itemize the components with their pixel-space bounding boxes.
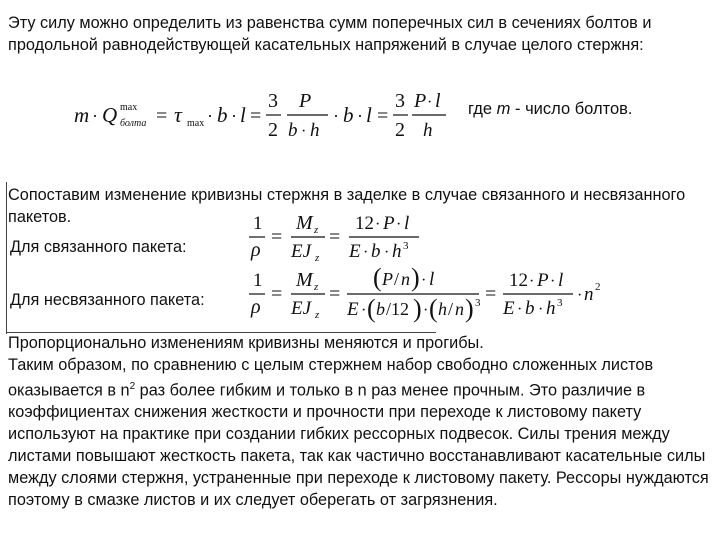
svg-text:h: h bbox=[392, 241, 402, 262]
svg-text:=: = bbox=[377, 105, 389, 127]
svg-text:·: · bbox=[577, 287, 583, 304]
compare-paragraph: Сопоставим изменение кривизны стержня в заделке в случае связанного и несвязанного пакетов. bbox=[8, 186, 686, 226]
svg-text:h: h bbox=[423, 120, 433, 141]
svg-text:·: · bbox=[363, 244, 369, 261]
svg-text:l: l bbox=[558, 270, 564, 291]
svg-text:·: · bbox=[333, 106, 339, 126]
svg-text:m: m bbox=[74, 103, 90, 127]
unbonded-label: Для несвязанного пакета: bbox=[10, 291, 205, 309]
svg-text:E: E bbox=[349, 241, 361, 262]
svg-text:l: l bbox=[366, 103, 372, 127]
svg-text:Q: Q bbox=[102, 103, 118, 127]
svg-text:h: h bbox=[310, 120, 320, 141]
svg-text:P: P bbox=[414, 90, 427, 112]
svg-text:z: z bbox=[314, 224, 319, 236]
svg-text:·: · bbox=[207, 106, 213, 126]
svg-text:3: 3 bbox=[403, 240, 409, 252]
svg-text:max: max bbox=[120, 102, 138, 113]
svg-text:=: = bbox=[329, 283, 341, 305]
svg-text:b: b bbox=[217, 103, 228, 127]
svg-text:(: ( bbox=[373, 263, 382, 292]
svg-text:E: E bbox=[347, 299, 359, 320]
svg-text:z: z bbox=[315, 252, 320, 264]
svg-text:z: z bbox=[315, 309, 320, 321]
svg-text:=: = bbox=[271, 283, 283, 305]
intro-paragraph: Эту силу можно определить из равенства сумм поперечных сил в сечениях болтов и продольной равнодействующей касательных напряжений в случае целого стержня: bbox=[8, 14, 652, 54]
svg-text:=: = bbox=[329, 226, 341, 248]
svg-text:3: 3 bbox=[395, 90, 405, 112]
svg-text:2: 2 bbox=[395, 119, 405, 141]
svg-text:b: b bbox=[288, 120, 298, 141]
svg-text:=: = bbox=[250, 105, 262, 127]
svg-text:l: l bbox=[404, 213, 410, 234]
formula-unbonded-curvature bbox=[247, 263, 601, 326]
svg-text:3: 3 bbox=[268, 90, 278, 112]
svg-text:·: · bbox=[231, 106, 237, 126]
svg-text:EJ: EJ bbox=[291, 241, 312, 262]
svg-text:max: max bbox=[187, 118, 205, 129]
svg-text:1: 1 bbox=[253, 213, 263, 234]
svg-text:n: n bbox=[401, 269, 410, 289]
svg-text:P: P bbox=[299, 90, 312, 112]
svg-text:n: n bbox=[584, 284, 594, 305]
conclusion-paragraph: Пропорционально изменениям кривизны меняются и прогибы. Таким образом, по сравнению с целым стержнем набор свободно сложенных листов оказывается в $n^2$ раз более гибким и только в n раз менее прочным. Это различие в коэффициентах снижения жесткости и прочности при переходе к листовому пакету используют на практике при создании гибких рессорных подвесок. Силы трения между листами повышают жесткость пакета, так как частично восстанавливают касательные силы между слоями стержня, устраненные при переходе к листовому пакету. Рессоры нуждаются поэтому в смазке листов и их следует оберегать от загрязнения. bbox=[8, 334, 709, 510]
svg-text:h: h bbox=[438, 299, 447, 319]
svg-text:b: b bbox=[525, 298, 535, 319]
svg-text:2: 2 bbox=[268, 119, 278, 141]
svg-text:·: · bbox=[427, 94, 433, 111]
svg-text:E: E bbox=[503, 298, 515, 319]
svg-text:l: l bbox=[429, 269, 435, 290]
svg-text:z: z bbox=[314, 281, 319, 293]
svg-text:ρ: ρ bbox=[251, 239, 261, 261]
svg-text:3: 3 bbox=[475, 297, 481, 309]
svg-text:M: M bbox=[296, 269, 313, 291]
svg-text:·: · bbox=[529, 273, 535, 290]
svg-text:): ) bbox=[413, 294, 422, 323]
svg-text:n: n bbox=[455, 299, 464, 319]
svg-text:·: · bbox=[423, 302, 429, 319]
svg-text:·: · bbox=[538, 301, 544, 318]
svg-text:l: l bbox=[435, 90, 441, 112]
svg-text:1: 1 bbox=[253, 270, 263, 291]
svg-text:τ: τ bbox=[174, 102, 182, 127]
svg-text:b: b bbox=[343, 103, 354, 127]
svg-text:b: b bbox=[371, 241, 381, 262]
svg-text:12: 12 bbox=[509, 270, 528, 291]
svg-text:/: / bbox=[448, 299, 454, 319]
bonded-label: Для связанного пакета: bbox=[10, 238, 187, 256]
svg-text:(: ( bbox=[429, 294, 438, 323]
svg-text:·: · bbox=[361, 302, 367, 319]
svg-text:·: · bbox=[421, 272, 427, 289]
section-border-left bbox=[6, 182, 7, 334]
svg-text:·: · bbox=[517, 301, 523, 318]
svg-text:(: ( bbox=[367, 294, 376, 323]
svg-text:/12: /12 bbox=[386, 299, 410, 319]
svg-text:): ) bbox=[411, 263, 420, 292]
svg-text:=: = bbox=[156, 105, 168, 127]
svg-text:·: · bbox=[550, 273, 556, 290]
svg-text:P: P bbox=[537, 270, 549, 291]
svg-text:3: 3 bbox=[557, 297, 563, 309]
svg-text:M: M bbox=[296, 212, 313, 234]
svg-text:P: P bbox=[382, 269, 393, 289]
svg-text:·: · bbox=[92, 106, 98, 126]
svg-text:): ) bbox=[465, 294, 474, 323]
bolts-var: m bbox=[496, 100, 511, 118]
svg-text:=: = bbox=[485, 283, 497, 305]
svg-text:12: 12 bbox=[355, 213, 374, 234]
svg-text:·: · bbox=[357, 106, 363, 126]
svg-text:2: 2 bbox=[595, 281, 601, 293]
svg-text:l: l bbox=[240, 103, 246, 127]
svg-text:b: b bbox=[376, 299, 385, 319]
svg-text:·: · bbox=[301, 123, 307, 140]
svg-text:/: / bbox=[394, 269, 400, 289]
svg-text:EJ: EJ bbox=[291, 298, 312, 319]
svg-text:ρ: ρ bbox=[251, 296, 261, 318]
svg-text:P: P bbox=[383, 213, 395, 234]
svg-text:болта: болта bbox=[120, 118, 147, 129]
svg-text:=: = bbox=[271, 226, 283, 248]
svg-text:h: h bbox=[546, 298, 556, 319]
formula-bolt-force bbox=[74, 88, 454, 148]
svg-text:·: · bbox=[384, 244, 390, 261]
bolts-note: где m - число болтов. bbox=[468, 100, 633, 118]
svg-text:·: · bbox=[396, 216, 402, 233]
formula-bonded-curvature bbox=[247, 210, 567, 266]
svg-text:·: · bbox=[375, 216, 381, 233]
